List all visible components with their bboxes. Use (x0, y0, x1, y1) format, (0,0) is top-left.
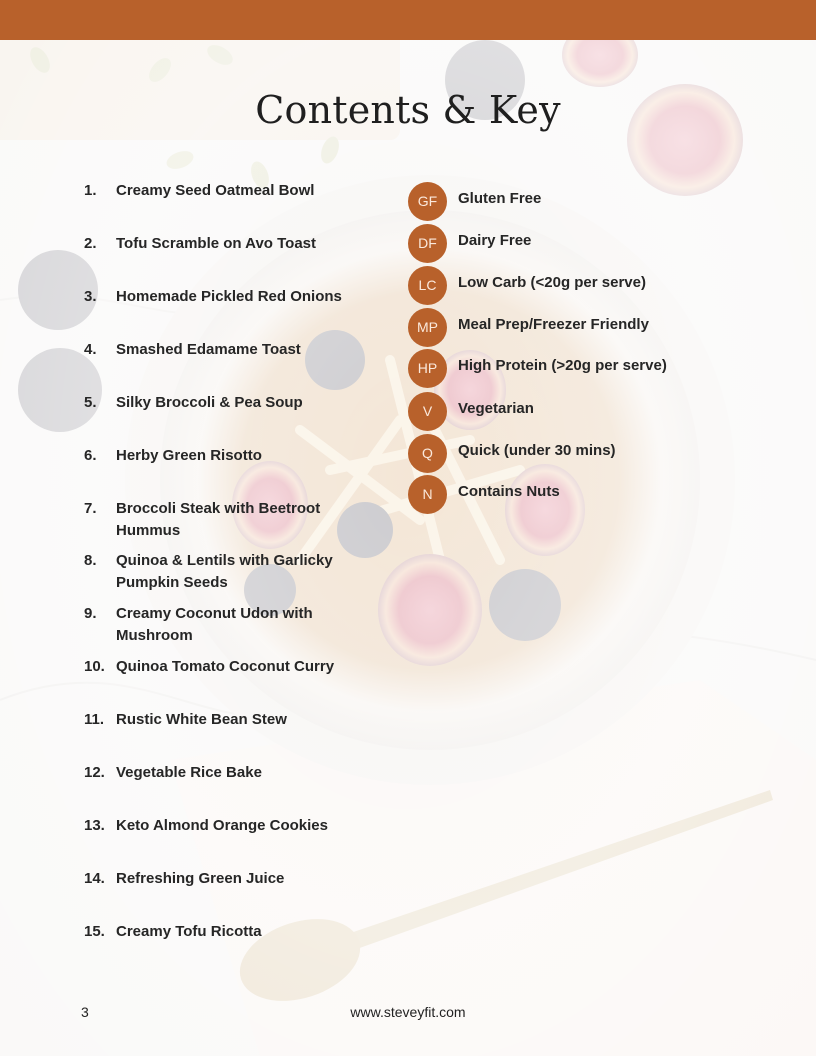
key-row-df (408, 224, 708, 264)
item-label: Quinoa Tomato Coconut Curry (116, 658, 335, 675)
item-number: 7. (84, 500, 97, 517)
item-label: Keto Almond Orange Cookies (116, 817, 328, 834)
key-label: High Protein (>20g per serve) (458, 357, 667, 374)
key-label: Dairy Free (458, 232, 532, 249)
item-number: 2. (84, 235, 97, 252)
item-label: Quinoa & Lentils with Garlicky Pumpkin Seeds (116, 552, 333, 591)
key-row-q (408, 434, 708, 474)
key-label: Quick (under 30 mins) (458, 442, 616, 459)
page-number: 3 (81, 1004, 89, 1020)
item-label: Creamy Seed Oatmeal Bowl (116, 182, 315, 199)
page-title: Contents & Key (255, 88, 561, 132)
badge-mp: MP (408, 308, 447, 347)
item-number: 9. (84, 605, 97, 622)
item-number: 11. (84, 711, 105, 728)
item-number: 8. (84, 552, 97, 569)
item-number: 6. (84, 447, 97, 464)
item-label: Vegetable Rice Bake (116, 764, 262, 781)
badge-v: V (408, 392, 447, 431)
item-number: 4. (84, 341, 97, 358)
item-label: Homemade Pickled Red Onions (116, 288, 342, 305)
badge-q: Q (408, 434, 447, 473)
item-label: Herby Green Risotto (116, 447, 262, 464)
item-number: 12. (84, 764, 105, 781)
item-label: Smashed Edamame Toast (116, 341, 301, 358)
item-label: Creamy Tofu Ricotta (116, 923, 262, 940)
item-number: 14. (84, 870, 105, 887)
key-row-gf (408, 182, 708, 222)
key-row-hp (408, 349, 708, 389)
key-label: Contains Nuts (458, 483, 560, 500)
item-number: 13. (84, 817, 105, 834)
badge-hp: HP (408, 349, 447, 388)
key-row-mp (408, 308, 708, 348)
item-number: 15. (84, 923, 105, 940)
item-number: 5. (84, 394, 97, 411)
key-label: Meal Prep/Freezer Friendly (458, 316, 649, 333)
website-link[interactable]: www.steveyfit.com (350, 1004, 466, 1020)
badge-df: DF (408, 224, 447, 263)
badge-lc: LC (408, 266, 447, 305)
header-bar (0, 0, 816, 40)
item-label: Rustic White Bean Stew (116, 711, 287, 728)
badge-gf: GF (408, 182, 447, 221)
key-label: Vegetarian (458, 400, 534, 417)
item-label: Broccoli Steak with Beetroot Hummus (116, 500, 321, 539)
key-label: Low Carb (<20g per serve) (458, 274, 646, 291)
badge-n: N (408, 475, 447, 514)
key-row-v (408, 392, 708, 432)
item-label: Silky Broccoli & Pea Soup (116, 394, 303, 411)
item-label: Refreshing Green Juice (116, 870, 285, 887)
item-number: 10. (84, 658, 105, 675)
key-label: Gluten Free (458, 190, 542, 207)
item-number: 1. (84, 182, 97, 199)
key-row-n (408, 475, 708, 515)
item-label: Tofu Scramble on Avo Toast (116, 235, 317, 252)
item-number: 3. (84, 288, 97, 305)
item-label: Creamy Coconut Udon with Mushroom (116, 605, 313, 644)
key-row-lc (408, 266, 708, 306)
